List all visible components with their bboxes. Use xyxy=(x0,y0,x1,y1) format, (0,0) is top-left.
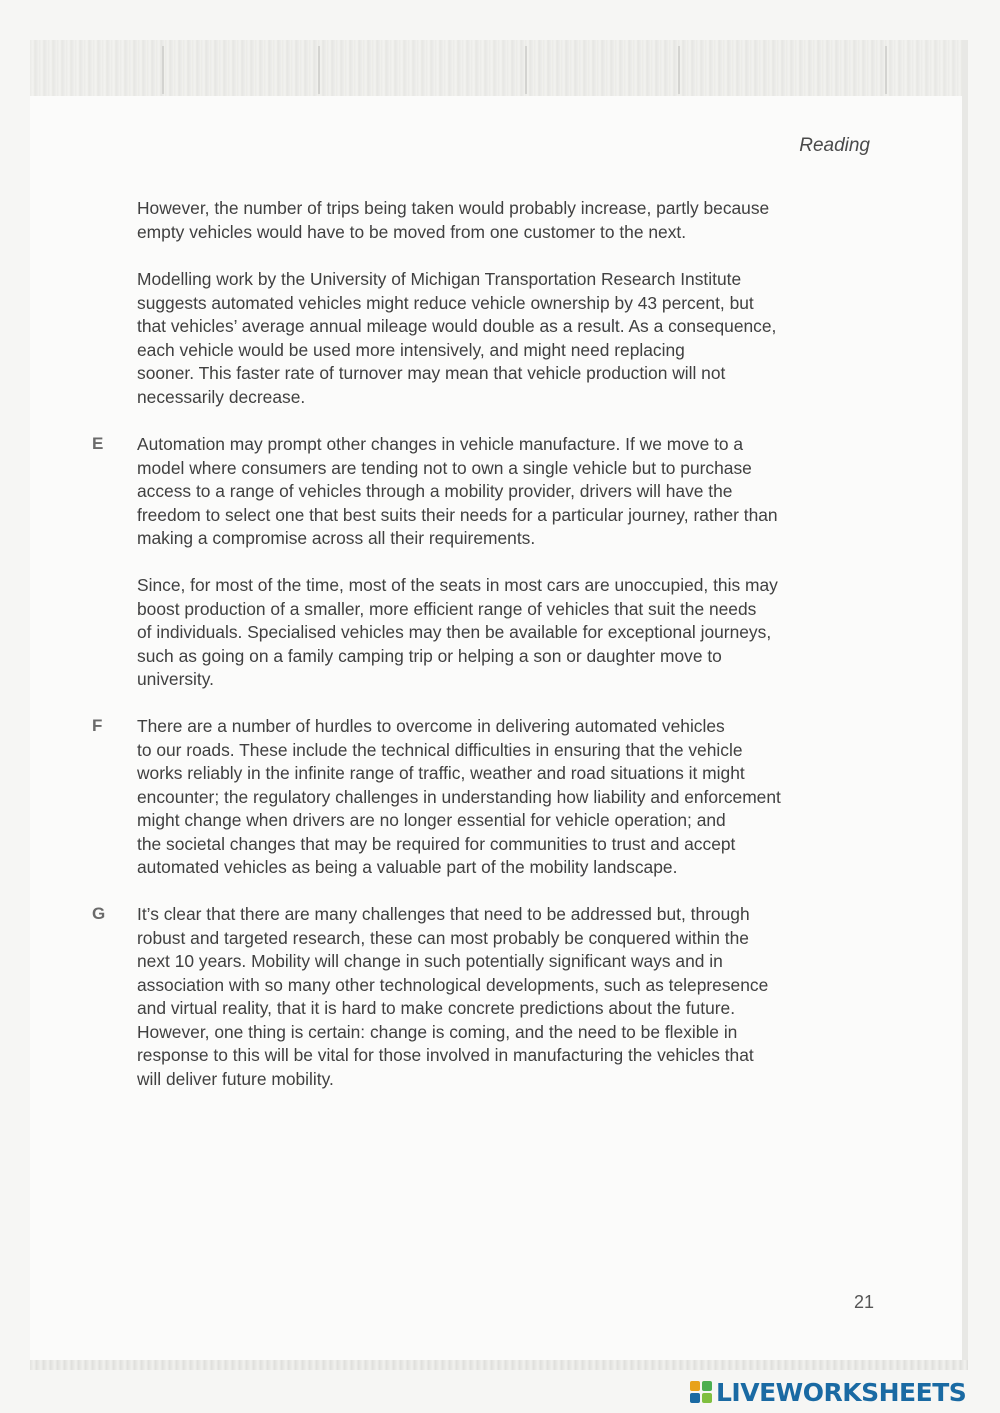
text-line: works reliably in the infinite range of traffic, weather and road situations it might xyxy=(137,763,745,783)
text-line: response to this will be vital for those involved in manufacturing the vehicles that xyxy=(137,1045,754,1065)
text-line: Since, for most of the time, most of the seats in most cars are unoccupied, this may xyxy=(137,575,778,595)
section-label: Reading xyxy=(799,135,870,156)
logo-square xyxy=(690,1393,700,1403)
text-line: that vehicles’ average annual mileage would double as a result. As a consequence, xyxy=(137,316,777,336)
paragraph-modelling xyxy=(137,268,776,409)
scan-right-edge xyxy=(962,40,968,1370)
text-line: encounter; the regulatory challenges in understanding how liability and enforcement xyxy=(137,786,781,807)
text-line: boost production of a smaller, more efficient range of vehicles that suit the needs xyxy=(137,598,757,619)
liveworksheets-wordmark: LIVEWORKSHEETS xyxy=(716,1377,967,1407)
text-line: the societal changes that may be required for communities to trust and accept xyxy=(137,833,736,854)
text-line: suggests automated vehicles might reduce vehicle ownership by 43 percent, but xyxy=(137,292,754,313)
scan-bottom-edge xyxy=(30,1360,968,1370)
text-line: Automation may prompt other changes in vehicle manufacture. If we move to a xyxy=(137,434,744,454)
text-line: university. xyxy=(137,669,214,689)
text-line: automated vehicles as being a valuable part of the mobility landscape. xyxy=(137,857,678,877)
text-line: sooner. This faster rate of turnover may mean that vehicle production will not xyxy=(137,363,726,383)
text-line: robust and targeted research, these can most probably be conquered within the xyxy=(137,927,749,948)
text-line: However, one thing is certain: change is coming, and the need to be flexible in xyxy=(137,1021,738,1042)
text-line: freedom to select one that best suits their needs for a particular journey, rather than xyxy=(137,504,778,525)
paragraph-letter-e: E xyxy=(92,434,104,453)
logo-square xyxy=(702,1381,712,1391)
text-line: However, the number of trips being taken would probably increase, partly because xyxy=(137,198,770,218)
text-line: access to a range of vehicles through a mobility provider, drivers will have the xyxy=(137,481,733,501)
text-line: and virtual reality, that it is hard to make concrete predictions about the future. xyxy=(137,998,736,1018)
page-number: 21 xyxy=(853,1292,874,1312)
text-line: to our roads. These include the technical difficulties in ensuring that the vehicle xyxy=(137,739,743,760)
text-line: next 10 years. Mobility will change in such potentially significant ways and in xyxy=(137,951,723,971)
paragraph-e xyxy=(137,433,778,551)
logo-square xyxy=(702,1393,712,1403)
scan-top-edge xyxy=(30,40,968,96)
text-line: empty vehicles would have to be moved from one customer to the next. xyxy=(137,221,687,242)
paragraph-g xyxy=(137,903,768,1091)
text-line: will deliver future mobility. xyxy=(137,1068,334,1089)
paragraph-seats xyxy=(137,574,778,692)
text-line: of individuals. Specialised vehicles may then be available for exceptional journeys, xyxy=(137,622,772,642)
text-line: It’s clear that there are many challenges that need to be addressed but, through xyxy=(137,904,750,924)
text-line: model where consumers are tending not to own a single vehicle but to purchase xyxy=(137,457,752,478)
text-line: Modelling work by the University of Michigan Transportation Research Institute xyxy=(137,269,742,289)
text-line: such as going on a family camping trip or helping a son or daughter move to xyxy=(137,645,722,666)
paragraph-letter-f: F xyxy=(92,716,103,735)
text-line: association with so many other technological developments, such as telepresence xyxy=(137,974,769,995)
liveworksheets-logo xyxy=(690,1377,966,1407)
text-line: There are a number of hurdles to overcome in delivering automated vehicles xyxy=(137,716,725,736)
text-line: might change when drivers are no longer essential for vehicle operation; and xyxy=(137,810,726,830)
paragraph-letter-g: G xyxy=(92,904,106,923)
logo-square xyxy=(690,1381,700,1391)
text-line: each vehicle would be used more intensively, and might need replacing xyxy=(137,339,685,360)
paragraph-continued xyxy=(137,197,769,244)
text-line: making a compromise across all their requirements. xyxy=(137,528,536,548)
liveworksheets-icon xyxy=(690,1381,712,1403)
paragraph-f xyxy=(137,715,781,880)
text-line: necessarily decrease. xyxy=(137,386,306,407)
